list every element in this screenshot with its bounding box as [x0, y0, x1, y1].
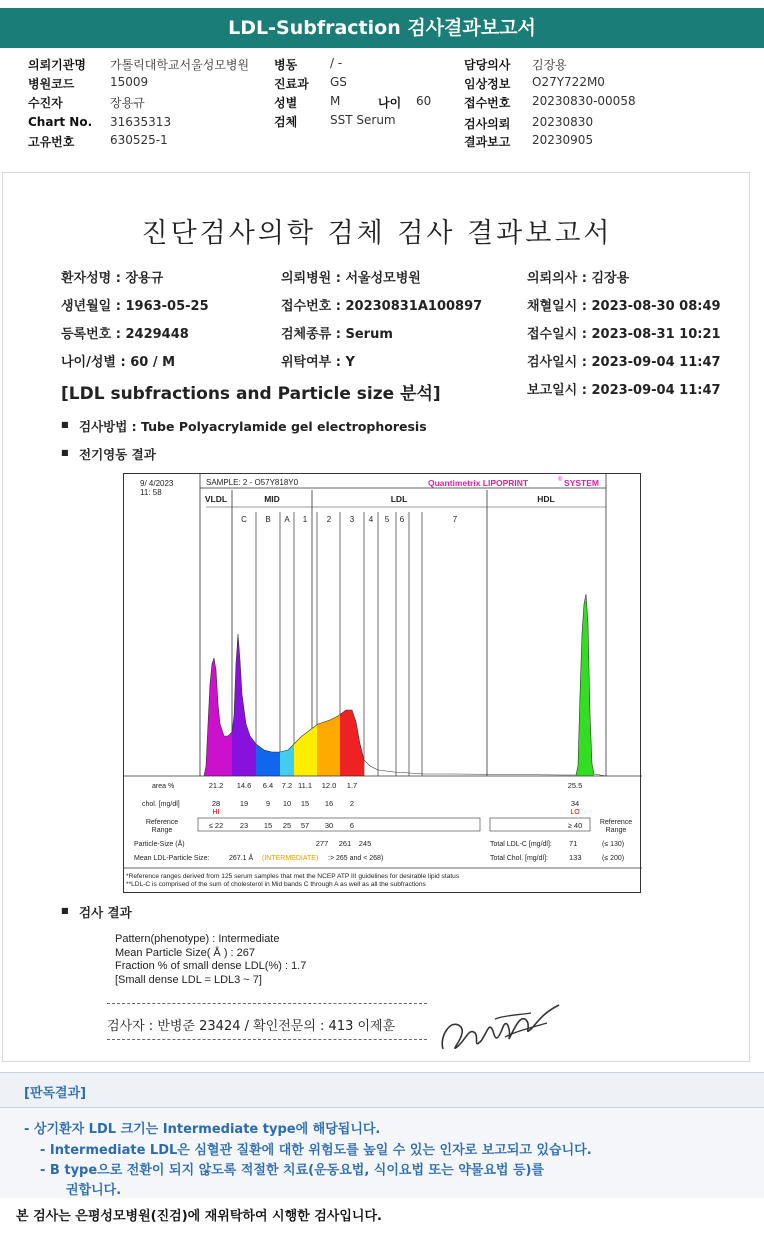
header-value: SST Serum: [330, 113, 396, 127]
birth-date: 생년월일 : 1963-05-25: [61, 299, 209, 314]
mid-c-area: [232, 634, 256, 776]
area-value: 6.4: [262, 781, 274, 790]
chol-value: 9: [265, 799, 271, 808]
header-value: 20230830: [532, 115, 594, 129]
collection-date: 채혈일시 : 2023-08-30 08:49: [527, 299, 721, 314]
ref-value: 57: [300, 821, 310, 830]
ref-value: 23: [239, 821, 249, 830]
footnote: **LDL-C is comprised of the sum of cholesterol in Mid bands C through A as well as all the subfractions: [126, 881, 426, 888]
header-info: [0, 54, 764, 154]
result-line: Fraction % of small dense LDL(%) : 1.7: [115, 960, 307, 972]
ldl1-area: [294, 725, 317, 776]
opinion-title: [판독결과]: [24, 1086, 87, 1101]
band-label: 6: [399, 515, 405, 524]
total-ldl-value: 71: [569, 839, 578, 848]
total-chol-value: 133: [569, 853, 582, 862]
handwritten-signature: [435, 997, 565, 1059]
ref-value: 25: [282, 821, 292, 830]
referring-doctor: 의뢰의사 : 김장용: [527, 271, 630, 286]
header-label: 병원코드: [28, 77, 75, 91]
opinion-body: [0, 1108, 764, 1198]
band-label: C: [241, 515, 247, 524]
group-label: LDL: [390, 494, 408, 504]
chol-flag: LO: [570, 809, 580, 816]
section-title: [LDL subfractions and Particle size 분석]: [61, 384, 441, 404]
header-label: 의뢰기관명: [28, 58, 86, 72]
header-label: 검사의뢰: [464, 117, 511, 131]
result-line: Pattern(phenotype) : Intermediate: [115, 933, 280, 945]
referring-hospital: 의뢰병원 : 서울성모병원: [281, 271, 421, 286]
electrophoresis-heading: ■ 전기영동 결과: [79, 445, 156, 463]
patient-name: 환자성명 : 장용규: [61, 271, 164, 286]
chol-value: 34: [570, 799, 580, 808]
age-label: 나이: [378, 96, 402, 110]
specimen-type: 검체종류 : Serum: [281, 327, 393, 342]
band-label: B: [265, 515, 271, 524]
band-label: 3: [349, 515, 355, 524]
ldl3-area: [340, 710, 364, 776]
header-label: 수진자: [28, 96, 63, 110]
chart-brand-mark: ®: [558, 477, 563, 483]
header-label: 담당의사: [464, 58, 511, 72]
header-label: 접수번호: [464, 96, 511, 110]
area-value: 11.1: [297, 781, 313, 790]
footer-note: 본 검사는 은평성모병원(진검)에 재위탁하여 시행한 검사입니다.: [16, 1209, 382, 1224]
total-chol-ref: (≤ 200): [602, 855, 625, 862]
area-value: 21.2: [208, 781, 224, 790]
test-date: 검사일시 : 2023-09-04 11:47: [527, 355, 721, 370]
header-label: 성별: [274, 96, 298, 110]
particle-size-label: Particle-Size (Å): [134, 841, 185, 848]
header-value: O27Y722M0: [532, 75, 605, 89]
header-value: 20230905: [532, 133, 594, 147]
band-label: 2: [326, 515, 332, 524]
age-sex: 나이/성별 : 60 / M: [61, 355, 176, 370]
group-label: HDL: [537, 494, 555, 504]
opinion-line: - Intermediate LDL은 심혈관 질환에 대한 위험도를 높일 수 있는 인자로 보고되고 있습니다.: [40, 1143, 592, 1158]
header-label: 임상정보: [464, 77, 511, 91]
chart-date: 9/ 4/2023: [140, 479, 174, 488]
header-label: Chart No.: [28, 115, 93, 129]
mid-b-area: [256, 744, 280, 776]
particle-size-value: 261: [338, 839, 352, 848]
row-label: Range: [151, 827, 173, 834]
footnote: *Reference ranges derived from 125 serum samples that met the NCEP ATP III guidelines for desirable lipid status: [126, 873, 460, 880]
results-block: [115, 933, 306, 987]
row-label: Reference: [145, 819, 179, 826]
ref-value: ≤ 22: [208, 821, 224, 830]
band-label: A: [284, 515, 290, 524]
area-value: 1.7: [346, 781, 358, 790]
particle-size-value: 277: [315, 839, 329, 848]
test-method: ■ 검사방법 : Tube Polyacrylamide gel electrophoresis: [79, 417, 427, 435]
header-value: 630525-1: [110, 133, 168, 147]
chart-time: 11: 58: [140, 488, 162, 497]
chol-flag: HI: [212, 809, 220, 816]
area-value: 7.2: [281, 781, 293, 790]
mean-size-value: 267.1 Å: [229, 855, 254, 862]
total-chol-label: Total Chol. [mg/dl]:: [490, 855, 548, 862]
report-document: [2, 172, 750, 1062]
area-value: 12.0: [321, 781, 337, 790]
band-label: 1: [302, 515, 308, 524]
header-label: 검체: [274, 115, 298, 129]
age-value: 60: [416, 94, 432, 108]
divider: [107, 1003, 427, 1004]
header-value: 15009: [110, 75, 149, 89]
group-label: MID: [264, 494, 280, 504]
receipt-date: 접수일시 : 2023-08-31 10:21: [527, 327, 721, 342]
ref-value: ≥ 40: [567, 821, 583, 830]
header-value: 가톨릭대학교서울성모병원: [110, 58, 250, 72]
ref-value: 6: [349, 821, 355, 830]
opinion-line: 권합니다.: [66, 1183, 122, 1198]
chol-value: 2: [349, 799, 355, 808]
total-ldl-ref: (≤ 130): [602, 841, 625, 848]
chart-svg: [124, 474, 642, 894]
band-label: 4: [368, 515, 374, 524]
header-label: 병동: [274, 58, 298, 72]
header-label: 고유번호: [28, 135, 75, 149]
chol-value: 28: [211, 799, 221, 808]
signature-text: 검사자 : 반병준 23424 / 확인전문의 : 413 이제훈: [107, 1019, 396, 1034]
chart-brand: Quantimetrix LIPOPRINT: [428, 478, 529, 488]
divider: [107, 1039, 427, 1040]
chol-value: 19: [239, 799, 249, 808]
curve-outline: [204, 594, 606, 776]
group-label: VLDL: [204, 494, 228, 504]
area-value: 14.6: [236, 781, 252, 790]
header-label: 결과보고: [464, 135, 511, 149]
result-line: [Small dense LDL = LDL3 ~ 7]: [115, 973, 262, 986]
chol-value: 10: [282, 799, 292, 808]
mid-a-area: [280, 744, 294, 776]
mean-size-range: :> 265 and < 268): [328, 855, 384, 862]
ref-value: 30: [324, 821, 334, 830]
registration-number: 등록번호 : 2429448: [61, 327, 189, 342]
header-value: / -: [330, 56, 343, 70]
chol-value: 16: [324, 799, 334, 808]
ref-label: Reference: [599, 819, 633, 826]
row-label: area %: [152, 783, 175, 790]
ldl2-area: [317, 715, 340, 777]
particle-size-value: 245: [358, 839, 372, 848]
opinion-header: [0, 1072, 764, 1108]
header-value: 20230830-00058: [532, 94, 636, 108]
opinion-line: - 상기환자 LDL 크기는 Intermediate type에 해당됩니다.: [24, 1122, 381, 1137]
receipt-number: 접수번호 : 20230831A100897: [281, 299, 483, 314]
area-value: 25.5: [567, 781, 583, 790]
chart-brand-suffix: SYSTEM: [564, 478, 599, 488]
total-ldl-label: Total LDL-C [mg/dl]:: [490, 841, 552, 848]
header-value: 31635313: [110, 115, 172, 129]
mean-size-class: (INTERMEDIATE): [262, 855, 319, 862]
report-date: 보고일시 : 2023-09-04 11:47: [527, 383, 721, 398]
page-title: LDL-Subfraction 검사결과보고서: [0, 8, 764, 48]
outsourced: 위탁여부 : Y: [281, 355, 355, 370]
header-label: 진료과: [274, 77, 309, 91]
results-heading: ■ 검사 결과: [79, 903, 132, 921]
result-line: Mean Particle Size( Å ) : 267: [115, 946, 256, 959]
header-value: 장용규: [110, 96, 145, 110]
mean-size-label: Mean LDL-Particle Size:: [134, 855, 210, 862]
header-value: 김장용: [532, 58, 567, 72]
header-value: M: [330, 94, 341, 108]
report-title: 진단검사의학 검체 검사 결과보고서: [141, 218, 613, 249]
band-label: 7: [452, 515, 458, 524]
chol-value: 15: [300, 799, 310, 808]
ref-label: Range: [605, 827, 627, 834]
chart-sample: SAMPLE: 2 - O57Y818Y0: [206, 478, 299, 487]
row-label: chol. [mg/dl]: [142, 801, 180, 808]
header-value: GS: [330, 75, 347, 89]
ref-value: 15: [263, 821, 273, 830]
band-label: 5: [384, 515, 390, 524]
opinion-line: - B type으로 전환이 되지 않도록 적절한 치료(운동요법, 식이요법 또는 약물요법 등)를: [40, 1163, 545, 1178]
lipoprint-chart: [123, 473, 641, 893]
